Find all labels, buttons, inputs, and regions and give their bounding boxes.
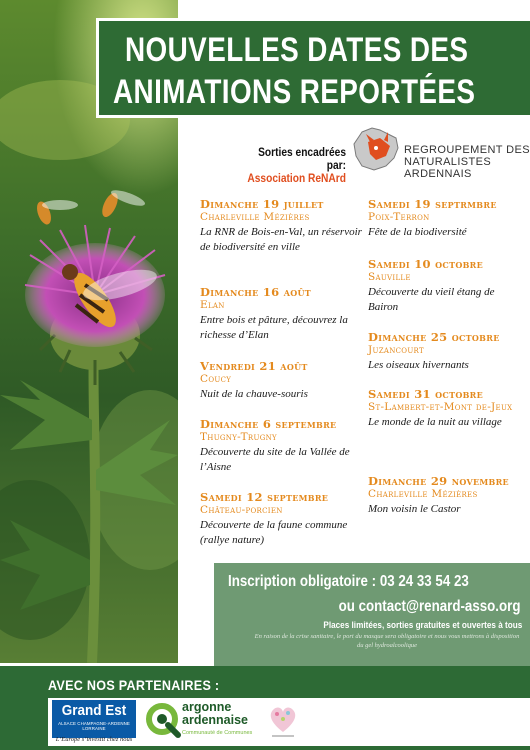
event-place: Charleville Mézières — [200, 211, 310, 223]
event-date: Vendredi 21 août — [200, 359, 308, 373]
event-item — [368, 331, 518, 373]
sanitary-notice: En raison de la crise sanitaire, le port du masque sera obligatoire et nous vous mettrons à disposition du gel hydroalcoolique — [254, 633, 520, 649]
event-place: Thugny-Trugny — [200, 431, 277, 443]
event-item — [200, 491, 366, 548]
naturalists-group-name — [404, 144, 530, 180]
event-item — [368, 388, 518, 430]
event-description: Les oiseaux hivernants — [368, 359, 469, 371]
partners-title: AVEC NOS PARTENAIRES : — [48, 677, 220, 693]
grand-est-logo — [52, 700, 136, 738]
event-item — [368, 198, 518, 240]
event-date: Dimanche 6 septembre — [200, 417, 337, 431]
grand-est-regions: ALSACE CHAMPAGNE-ARDENNE LORRAINE — [58, 721, 130, 731]
event-description: Découverte du vieil étang de Bairon — [368, 286, 495, 313]
event-date: Dimanche 25 octobre — [368, 330, 500, 344]
event-date: Samedi 10 octobre — [368, 257, 484, 271]
inscription-conditions: Places limitées, sorties gratuites et ouvertes à tous — [323, 620, 522, 631]
event-item — [368, 475, 518, 517]
event-place: Sauville — [368, 271, 411, 283]
event-date: Samedi 31 octobre — [368, 387, 484, 401]
group-line-3: ARDENNAIS — [404, 168, 472, 180]
title-line-2: ANIMATIONS REPORTÉES — [113, 73, 476, 111]
event-description: Le monde de la nuit au village — [368, 416, 502, 428]
grand-est-tagline: L’Europe s’investit chez nous — [55, 736, 133, 743]
event-date: Samedi 12 septembre — [200, 490, 329, 504]
inscription-box — [214, 563, 530, 666]
ardennes-map-fox-icon — [350, 124, 402, 176]
event-place: Coucy — [200, 373, 232, 385]
association-name: Association ReNArd — [247, 171, 346, 185]
event-place: Charleville Mézières — [368, 488, 478, 500]
event-description: Mon voisin le Castor — [368, 503, 461, 515]
event-item — [368, 258, 518, 315]
group-line-1: REGROUPEMENT DES — [404, 144, 530, 156]
event-place: Château-porcien — [200, 504, 283, 516]
inscription-phone: Inscription obligatoire : 03 24 33 54 23 — [228, 573, 469, 590]
partners-band — [0, 666, 530, 750]
event-place: Elan — [200, 299, 225, 311]
event-place: Poix-Terron — [368, 211, 430, 223]
title-line-1: NOUVELLES DATES DES — [125, 31, 469, 69]
event-date: Dimanche 19 juillet — [200, 197, 324, 211]
partner-logos — [48, 698, 530, 746]
led-by-label: Sorties encadrées par: — [258, 145, 346, 172]
event-date: Dimanche 16 août — [200, 285, 312, 299]
grand-est-name: Grand Est — [61, 702, 127, 719]
inscription-email: ou contact@renard-asso.org — [338, 598, 520, 615]
event-place: St-Lambert-et-Mont de-Jeux — [368, 401, 513, 413]
event-description: La RNR de Bois-en-Val, un réservoir de biodiversité en ville — [200, 226, 362, 253]
event-description: Nuit de la chauve-souris — [200, 388, 308, 400]
event-item — [200, 360, 366, 402]
event-place: Juzancourt — [368, 344, 424, 356]
argonne-q-icon — [144, 701, 184, 741]
argonne-name-1: argonne — [182, 700, 232, 714]
event-date: Dimanche 29 novembre — [368, 474, 509, 488]
heart-logo-icon — [266, 702, 300, 742]
event-description: Fête de la biodiversité — [368, 226, 467, 238]
event-item — [200, 418, 366, 475]
event-date: Samedi 19 septrmbre — [368, 197, 497, 211]
argonne-subtitle: Communauté de Communes — [182, 730, 253, 736]
title-banner — [96, 18, 530, 118]
group-line-2: NATURALISTES — [404, 156, 492, 168]
event-description: Entre bois et pâture, découvrez la richesse d’Elan — [200, 314, 348, 341]
event-item — [200, 198, 366, 255]
event-item — [200, 286, 366, 343]
renard-association-logo — [241, 146, 346, 185]
argonne-name-2: ardennaise — [182, 713, 249, 727]
event-description: Découverte du site de la Vallée de l’Aisne — [200, 446, 350, 473]
event-description: Découverte de la faune commune (rallye nature) — [200, 519, 348, 546]
